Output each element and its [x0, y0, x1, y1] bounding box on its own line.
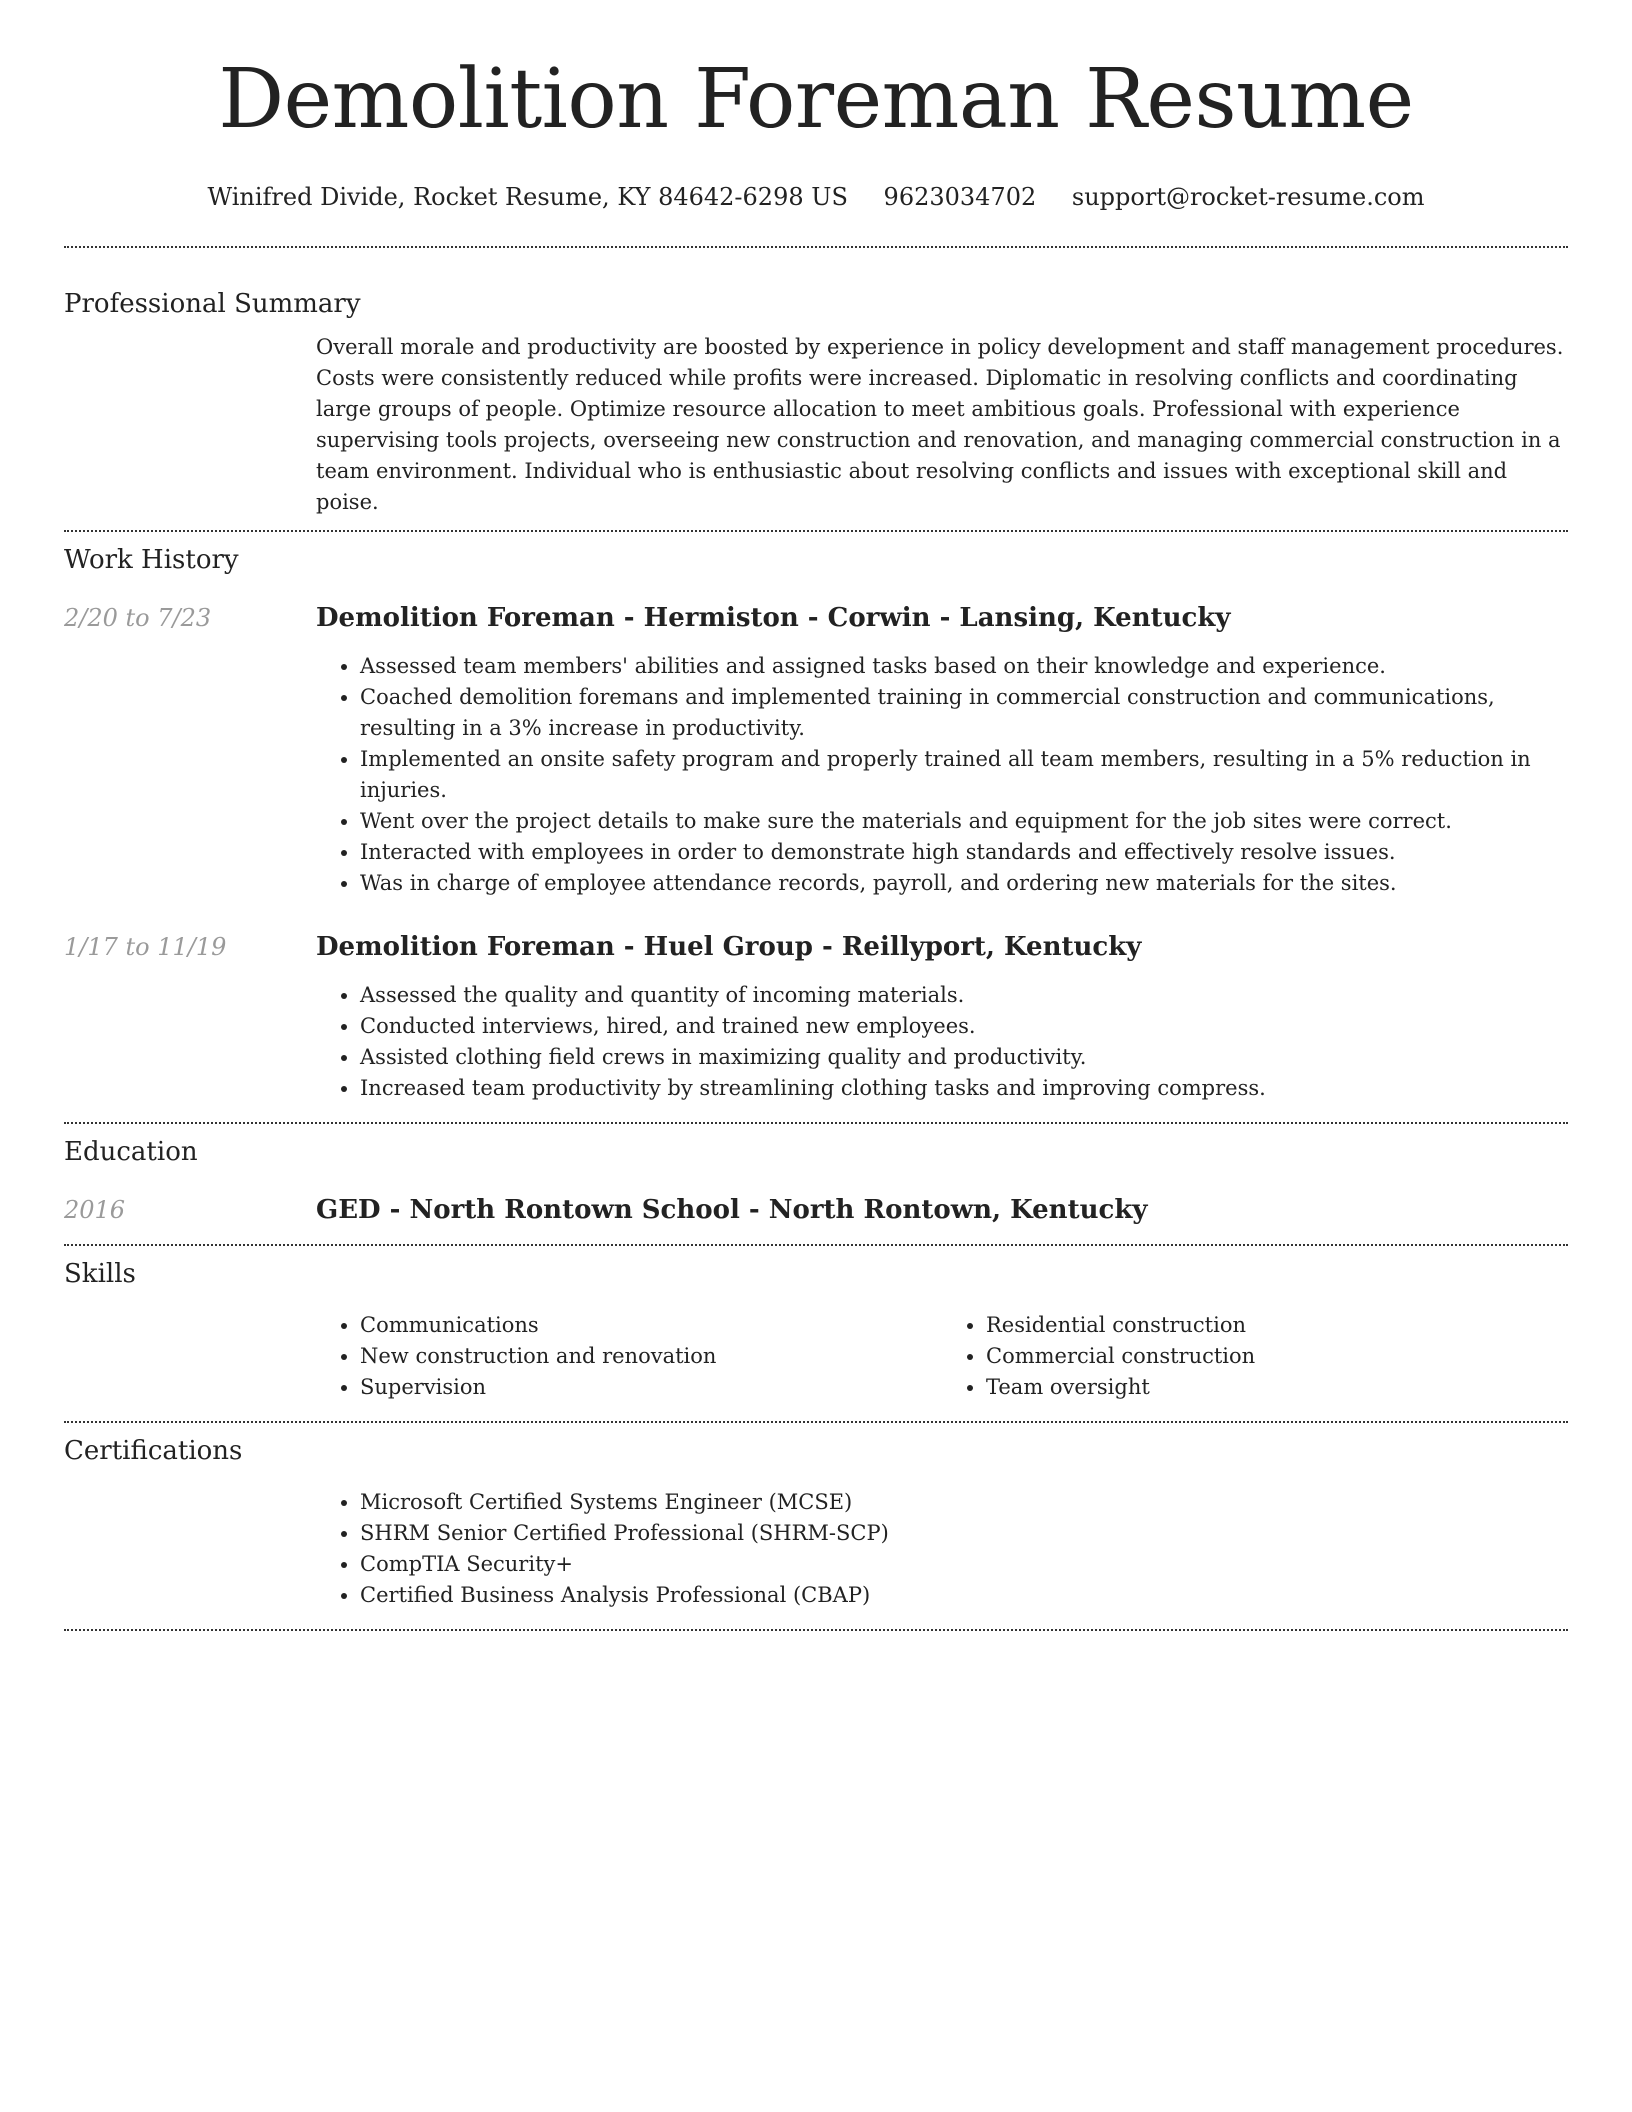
list-item: • Assisted clothing field crews in maximizing quality and productivity.: [360, 1042, 1568, 1073]
job-dates: 2/20 to 7/23: [64, 604, 212, 632]
divider: [64, 1244, 1568, 1246]
summary-section: [64, 288, 1568, 518]
divider: [64, 530, 1568, 532]
skill-item: • Communications: [360, 1310, 942, 1341]
education-entry: GED - North Rontown School - North Rontown, Kentucky: [316, 1195, 1148, 1225]
education-date: 2016: [64, 1196, 126, 1224]
job-title: Demolition Foreman - Huel Group - Reillyport, Kentucky: [316, 932, 1142, 962]
education-section: [64, 1136, 1568, 1226]
list-item: • Assessed the quality and quantity of incoming materials.: [360, 980, 1568, 1011]
skills-list-right: [942, 1310, 1568, 1403]
job-bullets: [316, 651, 1568, 899]
work-history-section: [64, 544, 1568, 1104]
summary-text: Overall morale and productivity are boosted by experience in policy development and staff management procedures. Costs were consistently reduced while profits were increased. Diplomatic in resolving conflicts and coordinating large groups of people. Optimize resource allocation to meet ambitious goals. Professional with experience supervising tools projects, overseeing new construction and renovation, and managing commercial construction in a team environment. Individual who is enthusiastic about resolving conflicts and issues with exceptional skill and poise.: [316, 335, 1564, 514]
summary-heading: Professional Summary: [64, 289, 361, 319]
contact-phone: 9623034702: [883, 183, 1037, 211]
certifications-section: [64, 1435, 1568, 1611]
certification-item: • SHRM Senior Certified Professional (SHRM-SCP): [360, 1518, 1568, 1549]
skills-list-left: [316, 1310, 942, 1403]
divider: [64, 246, 1568, 248]
work-history-heading: Work History: [64, 545, 239, 575]
skill-item: • Residential construction: [986, 1310, 1568, 1341]
certification-item: • Certified Business Analysis Professional (CBAP): [360, 1580, 1568, 1611]
contact-address: Winifred Divide, Rocket Resume, KY 84642-6298 US: [207, 183, 848, 211]
skill-item: • Supervision: [360, 1372, 942, 1403]
list-item: • Coached demolition foremans and implemented training in commercial construction and communications, resulting in a 3% increase in productivity.: [360, 682, 1568, 744]
list-item: • Increased team productivity by streamlining clothing tasks and improving compress.: [360, 1073, 1568, 1104]
list-item: • Implemented an onsite safety program and properly trained all team members, resulting in a 5% reduction in injuries.: [360, 744, 1568, 806]
certifications-list: [316, 1487, 1568, 1611]
page-title: Demolition Foreman Resume: [218, 52, 1414, 147]
skills-section: [64, 1258, 1568, 1403]
list-item: • Interacted with employees in order to demonstrate high standards and effectively resolve issues.: [360, 837, 1568, 868]
skill-item: • New construction and renovation: [360, 1341, 942, 1372]
skills-heading: Skills: [64, 1259, 136, 1289]
certifications-heading: Certifications: [64, 1436, 243, 1466]
divider: [64, 1122, 1568, 1124]
list-item: • Conducted interviews, hired, and trained new employees.: [360, 1011, 1568, 1042]
contact-line: [64, 182, 1568, 212]
job-entry: [64, 931, 1568, 1104]
job-bullets: [316, 980, 1568, 1104]
certification-item: • Microsoft Certified Systems Engineer (MCSE): [360, 1487, 1568, 1518]
divider: [64, 1421, 1568, 1423]
list-item: • Went over the project details to make sure the materials and equipment for the job sites were correct.: [360, 806, 1568, 837]
job-entry: [64, 602, 1568, 899]
job-dates: 1/17 to 11/19: [64, 933, 227, 961]
divider: [64, 1629, 1568, 1631]
list-item: • Was in charge of employee attendance records, payroll, and ordering new materials for the sites.: [360, 868, 1568, 899]
contact-email[interactable]: support@rocket-resume.com: [1071, 183, 1425, 211]
job-title: Demolition Foreman - Hermiston - Corwin - Lansing, Kentucky: [316, 603, 1231, 633]
skill-item: • Team oversight: [986, 1372, 1568, 1403]
certification-item: • CompTIA Security+: [360, 1549, 1568, 1580]
skill-item: • Commercial construction: [986, 1341, 1568, 1372]
education-heading: Education: [64, 1137, 198, 1167]
list-item: • Assessed team members' abilities and assigned tasks based on their knowledge and experience.: [360, 651, 1568, 682]
